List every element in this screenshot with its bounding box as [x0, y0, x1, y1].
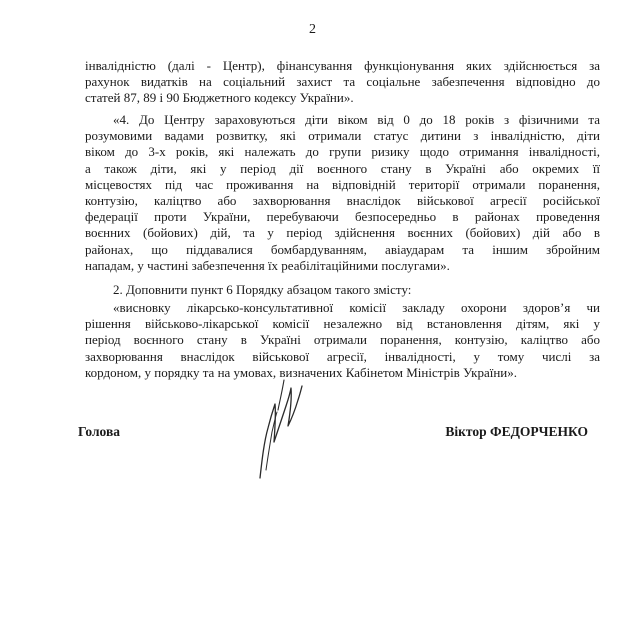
text-line: федерації проти України, перебуваючи безпосередньо в районах проведення — [85, 209, 600, 225]
text-line: захворювання внаслідок військової агресії, інвалідності, у тому числі за — [85, 348, 600, 364]
signatory-title: Голова — [78, 424, 121, 439]
text-line: районах, що піддавалися бомбардуванням, авіаударам та іншим збройним — [85, 241, 600, 257]
text-line: «висновку лікарсько-консультативної комісії закладу охорони здоров’я чи — [113, 300, 600, 315]
text-line: нападам, у частині забезпечення їх реабілітаційними послугами». — [85, 257, 450, 273]
paragraph-quoted-addition — [85, 300, 600, 381]
text-line: а також діти, які у період дії воєнного стану в Україні або окремих її — [85, 160, 600, 176]
text-line: рахунок видатків на соціальний захист та соціальне забезпечення відповідно до — [85, 74, 600, 90]
text-line: період воєнного стану в Україні отримали поранення, контузію, каліцтво або — [85, 332, 600, 348]
text-line: розумовими вадами розвитку, які отримали статус дитини з інвалідністю, діти — [85, 128, 600, 144]
text-line: 2. Доповнити пункт 6 Порядку абзацом такого змісту: — [113, 282, 412, 297]
text-line: кордоном, у порядку та на умовах, визначених Кабінетом Міністрів України». — [85, 364, 517, 380]
paragraph-continuation — [85, 58, 600, 107]
paragraph-amendment-2 — [85, 282, 600, 298]
signature-block — [78, 424, 588, 444]
text-line: «4. До Центру зараховуються діти віком від 0 до 18 років з фізичними та — [113, 112, 600, 127]
text-line: місцевостях під час проживання на відповідній території отримали поранення, — [85, 176, 600, 192]
text-line: інвалідністю (далі - Центр), фінансування функціонування яких здійснюється за — [85, 58, 600, 73]
page-number: 2 — [309, 22, 316, 37]
text-line: рішення військово-лікарської комісії незалежно від встановлення дітям, які у — [85, 316, 600, 332]
text-line: віком до 3-х років, які належать до групи ризику щодо отримання інвалідності, — [85, 144, 600, 160]
signatory-name: Віктор ФЕДОРЧЕНКО — [445, 424, 588, 439]
text-line: статей 87, 89 і 90 Бюджетного кодексу України». — [85, 90, 354, 106]
text-line: контузію, каліцтво або захворювання внаслідок військової агресії російської — [85, 193, 600, 209]
text-line: воєнних (бойових) дій, та у період здійснення воєнних (бойових) дій або в — [85, 225, 600, 241]
paragraph-item-4 — [85, 112, 600, 274]
